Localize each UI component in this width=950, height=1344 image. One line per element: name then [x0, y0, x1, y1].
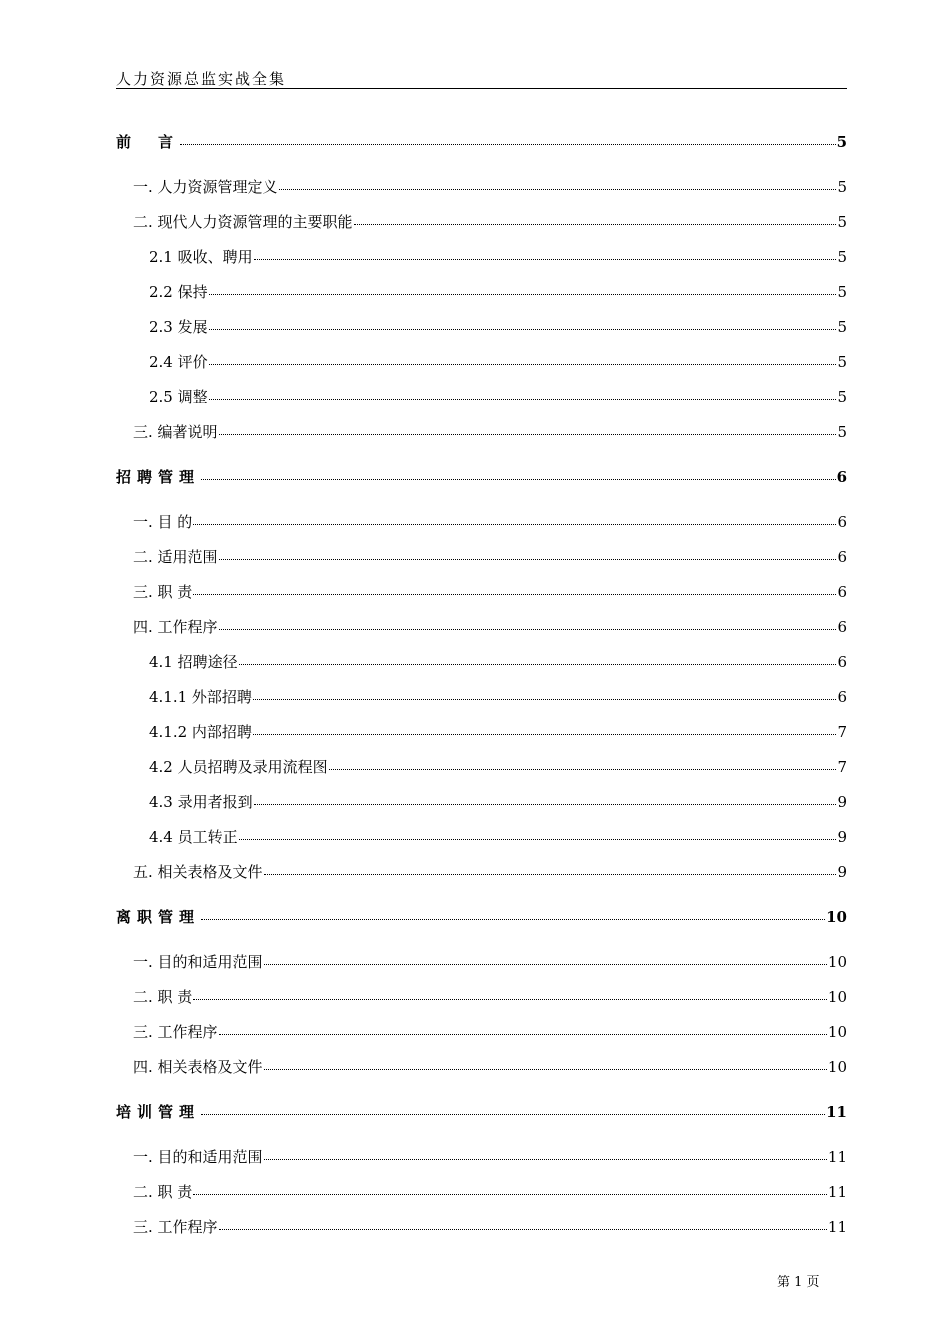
- toc-entry-page: 10: [827, 1058, 847, 1076]
- toc-entry[interactable]: [133, 581, 847, 601]
- toc-dot-leader: [264, 861, 837, 877]
- toc-entry-label: 2.2 保持: [149, 283, 208, 301]
- toc-entry-page: 5: [837, 248, 847, 266]
- toc-chapter[interactable]: [116, 131, 847, 151]
- toc-dot-leader: [253, 721, 837, 737]
- toc-dot-leader: [279, 176, 837, 192]
- toc-entry-label: 二. 适用范围: [133, 548, 218, 566]
- toc-entry-label: 一. 人力资源管理定义: [133, 178, 278, 196]
- toc-dot-leader: [209, 281, 837, 297]
- toc-entry-label: 三. 编著说明: [133, 423, 218, 441]
- toc-entry[interactable]: [149, 651, 847, 671]
- toc-dot-leader: [193, 511, 836, 527]
- toc-entry-page: 6: [836, 468, 847, 486]
- toc-entry-page: 10: [827, 1023, 847, 1041]
- toc-entry-label: 四. 工作程序: [133, 618, 218, 636]
- toc-entry-label: 培训管理: [116, 1103, 201, 1121]
- toc-dot-leader: [219, 421, 837, 437]
- toc-entry-page: 11: [826, 1103, 847, 1121]
- toc-dot-leader: [201, 906, 825, 922]
- toc-entry-page: 9: [837, 828, 847, 846]
- toc-entry-page: 7: [837, 723, 847, 741]
- toc-entry-label: 2.1 吸收、聘用: [149, 248, 253, 266]
- toc-entry-label: 三. 工作程序: [133, 1218, 218, 1236]
- toc-entry[interactable]: [133, 986, 847, 1006]
- toc-entry-page: 11: [827, 1218, 847, 1236]
- toc-entry-label: 离职管理: [116, 908, 201, 926]
- page-header: [116, 66, 847, 89]
- toc-entry-page: 6: [837, 618, 847, 636]
- toc-entry[interactable]: [149, 246, 847, 266]
- toc-chapter[interactable]: [116, 906, 847, 926]
- toc-entry-label: 一. 目的和适用范围: [133, 1148, 263, 1166]
- toc-entry-page: 6: [837, 653, 847, 671]
- toc-entry-label: 二. 职 责: [133, 988, 193, 1006]
- toc-entry-page: 6: [837, 548, 847, 566]
- toc-entry[interactable]: [149, 826, 847, 846]
- toc-dot-leader: [193, 986, 827, 1002]
- toc-entry-label: 二. 职 责: [133, 1183, 193, 1201]
- toc-entry-label: 4.3 录用者报到: [149, 793, 253, 811]
- toc-chapter[interactable]: [116, 466, 847, 486]
- toc-entry[interactable]: [133, 211, 847, 231]
- toc-dot-leader: [180, 131, 836, 147]
- toc-entry-page: 10: [827, 988, 847, 1006]
- toc-entry[interactable]: [133, 861, 847, 881]
- toc-dot-leader: [193, 581, 836, 597]
- toc-entry-label: 三. 职 责: [133, 583, 193, 601]
- toc-dot-leader: [239, 651, 837, 667]
- page-number: 第 1 页: [777, 1275, 820, 1290]
- toc-entry[interactable]: [133, 951, 847, 971]
- toc-entry[interactable]: [133, 1146, 847, 1166]
- toc-entry[interactable]: [133, 546, 847, 566]
- toc-dot-leader: [264, 1146, 827, 1162]
- toc-entry-label: 2.5 调整: [149, 388, 208, 406]
- toc-dot-leader: [209, 316, 837, 332]
- toc-entry-label: 2.4 评价: [149, 353, 208, 371]
- toc-entry-label: 4.1.2 内部招聘: [149, 723, 252, 741]
- toc-entry-page: 11: [827, 1183, 847, 1201]
- toc-entry-page: 9: [837, 793, 847, 811]
- toc-entry-page: 5: [837, 213, 847, 231]
- toc-entry-label: 4.2 人员招聘及录用流程图: [149, 758, 328, 776]
- toc-entry[interactable]: [149, 721, 847, 741]
- toc-dot-leader: [254, 791, 837, 807]
- toc-dot-leader: [354, 211, 837, 227]
- toc-dot-leader: [219, 546, 837, 562]
- toc-dot-leader: [219, 1021, 827, 1037]
- toc-entry-label: 4.1 招聘途径: [149, 653, 238, 671]
- toc-entry-label: 五. 相关表格及文件: [133, 863, 263, 881]
- toc-entry-page: 9: [837, 863, 847, 881]
- toc-dot-leader: [209, 386, 837, 402]
- toc-dot-leader: [264, 951, 827, 967]
- toc-entry-page: 6: [837, 688, 847, 706]
- toc-entry-label: 四. 相关表格及文件: [133, 1058, 263, 1076]
- toc-entry[interactable]: [149, 316, 847, 336]
- toc-entry[interactable]: [149, 351, 847, 371]
- toc-entry[interactable]: [133, 1181, 847, 1201]
- toc-entry-page: 5: [837, 388, 847, 406]
- toc-entry[interactable]: [149, 756, 847, 776]
- toc-dot-leader: [239, 826, 837, 842]
- toc-entry-page: 5: [837, 178, 847, 196]
- toc-dot-leader: [219, 1216, 827, 1232]
- toc-dot-leader: [253, 686, 837, 702]
- toc-entry[interactable]: [133, 421, 847, 441]
- toc-entry-label: 一. 目 的: [133, 513, 193, 531]
- document-title: 人力资源总监实战全集: [116, 70, 287, 88]
- toc-dot-leader: [254, 246, 837, 262]
- toc-entry[interactable]: [133, 1056, 847, 1076]
- toc-entry-label: 三. 工作程序: [133, 1023, 218, 1041]
- toc-entry-label: 4.1.1 外部招聘: [149, 688, 252, 706]
- toc-entry-page: 5: [837, 353, 847, 371]
- toc-entry-page: 6: [837, 513, 847, 531]
- toc-dot-leader: [201, 1101, 825, 1117]
- toc-dot-leader: [219, 616, 837, 632]
- toc-entry[interactable]: [133, 1216, 847, 1236]
- toc-entry-page: 5: [837, 283, 847, 301]
- toc-entry-page: 7: [837, 758, 847, 776]
- toc-entry-page: 10: [826, 908, 847, 926]
- toc-entry-page: 6: [837, 583, 847, 601]
- toc-entry-label: 4.4 员工转正: [149, 828, 238, 846]
- toc-dot-leader: [193, 1181, 827, 1197]
- toc-entry[interactable]: [133, 616, 847, 636]
- toc-entry[interactable]: [133, 176, 847, 196]
- toc-entry-label: 前 言: [116, 133, 180, 151]
- toc-entry-page: 10: [827, 953, 847, 971]
- toc-entry-label: 招聘管理: [116, 468, 201, 486]
- toc-entry[interactable]: [149, 281, 847, 301]
- toc-entry-page: 5: [837, 423, 847, 441]
- toc-chapter[interactable]: [116, 1101, 847, 1121]
- toc-entry[interactable]: [133, 1021, 847, 1041]
- toc-dot-leader: [201, 466, 836, 482]
- toc-entry[interactable]: [149, 791, 847, 811]
- toc-entry[interactable]: [133, 511, 847, 531]
- toc-entry-label: 二. 现代人力资源管理的主要职能: [133, 213, 353, 231]
- toc-entry[interactable]: [149, 386, 847, 406]
- toc-dot-leader: [329, 756, 837, 772]
- toc-dot-leader: [209, 351, 837, 367]
- toc-dot-leader: [264, 1056, 827, 1072]
- toc-entry-label: 一. 目的和适用范围: [133, 953, 263, 971]
- toc-entry[interactable]: [149, 686, 847, 706]
- toc-entry-page: 5: [837, 318, 847, 336]
- toc-entry-page: 5: [836, 133, 847, 151]
- toc-entry-label: 2.3 发展: [149, 318, 208, 336]
- toc-entry-page: 11: [827, 1148, 847, 1166]
